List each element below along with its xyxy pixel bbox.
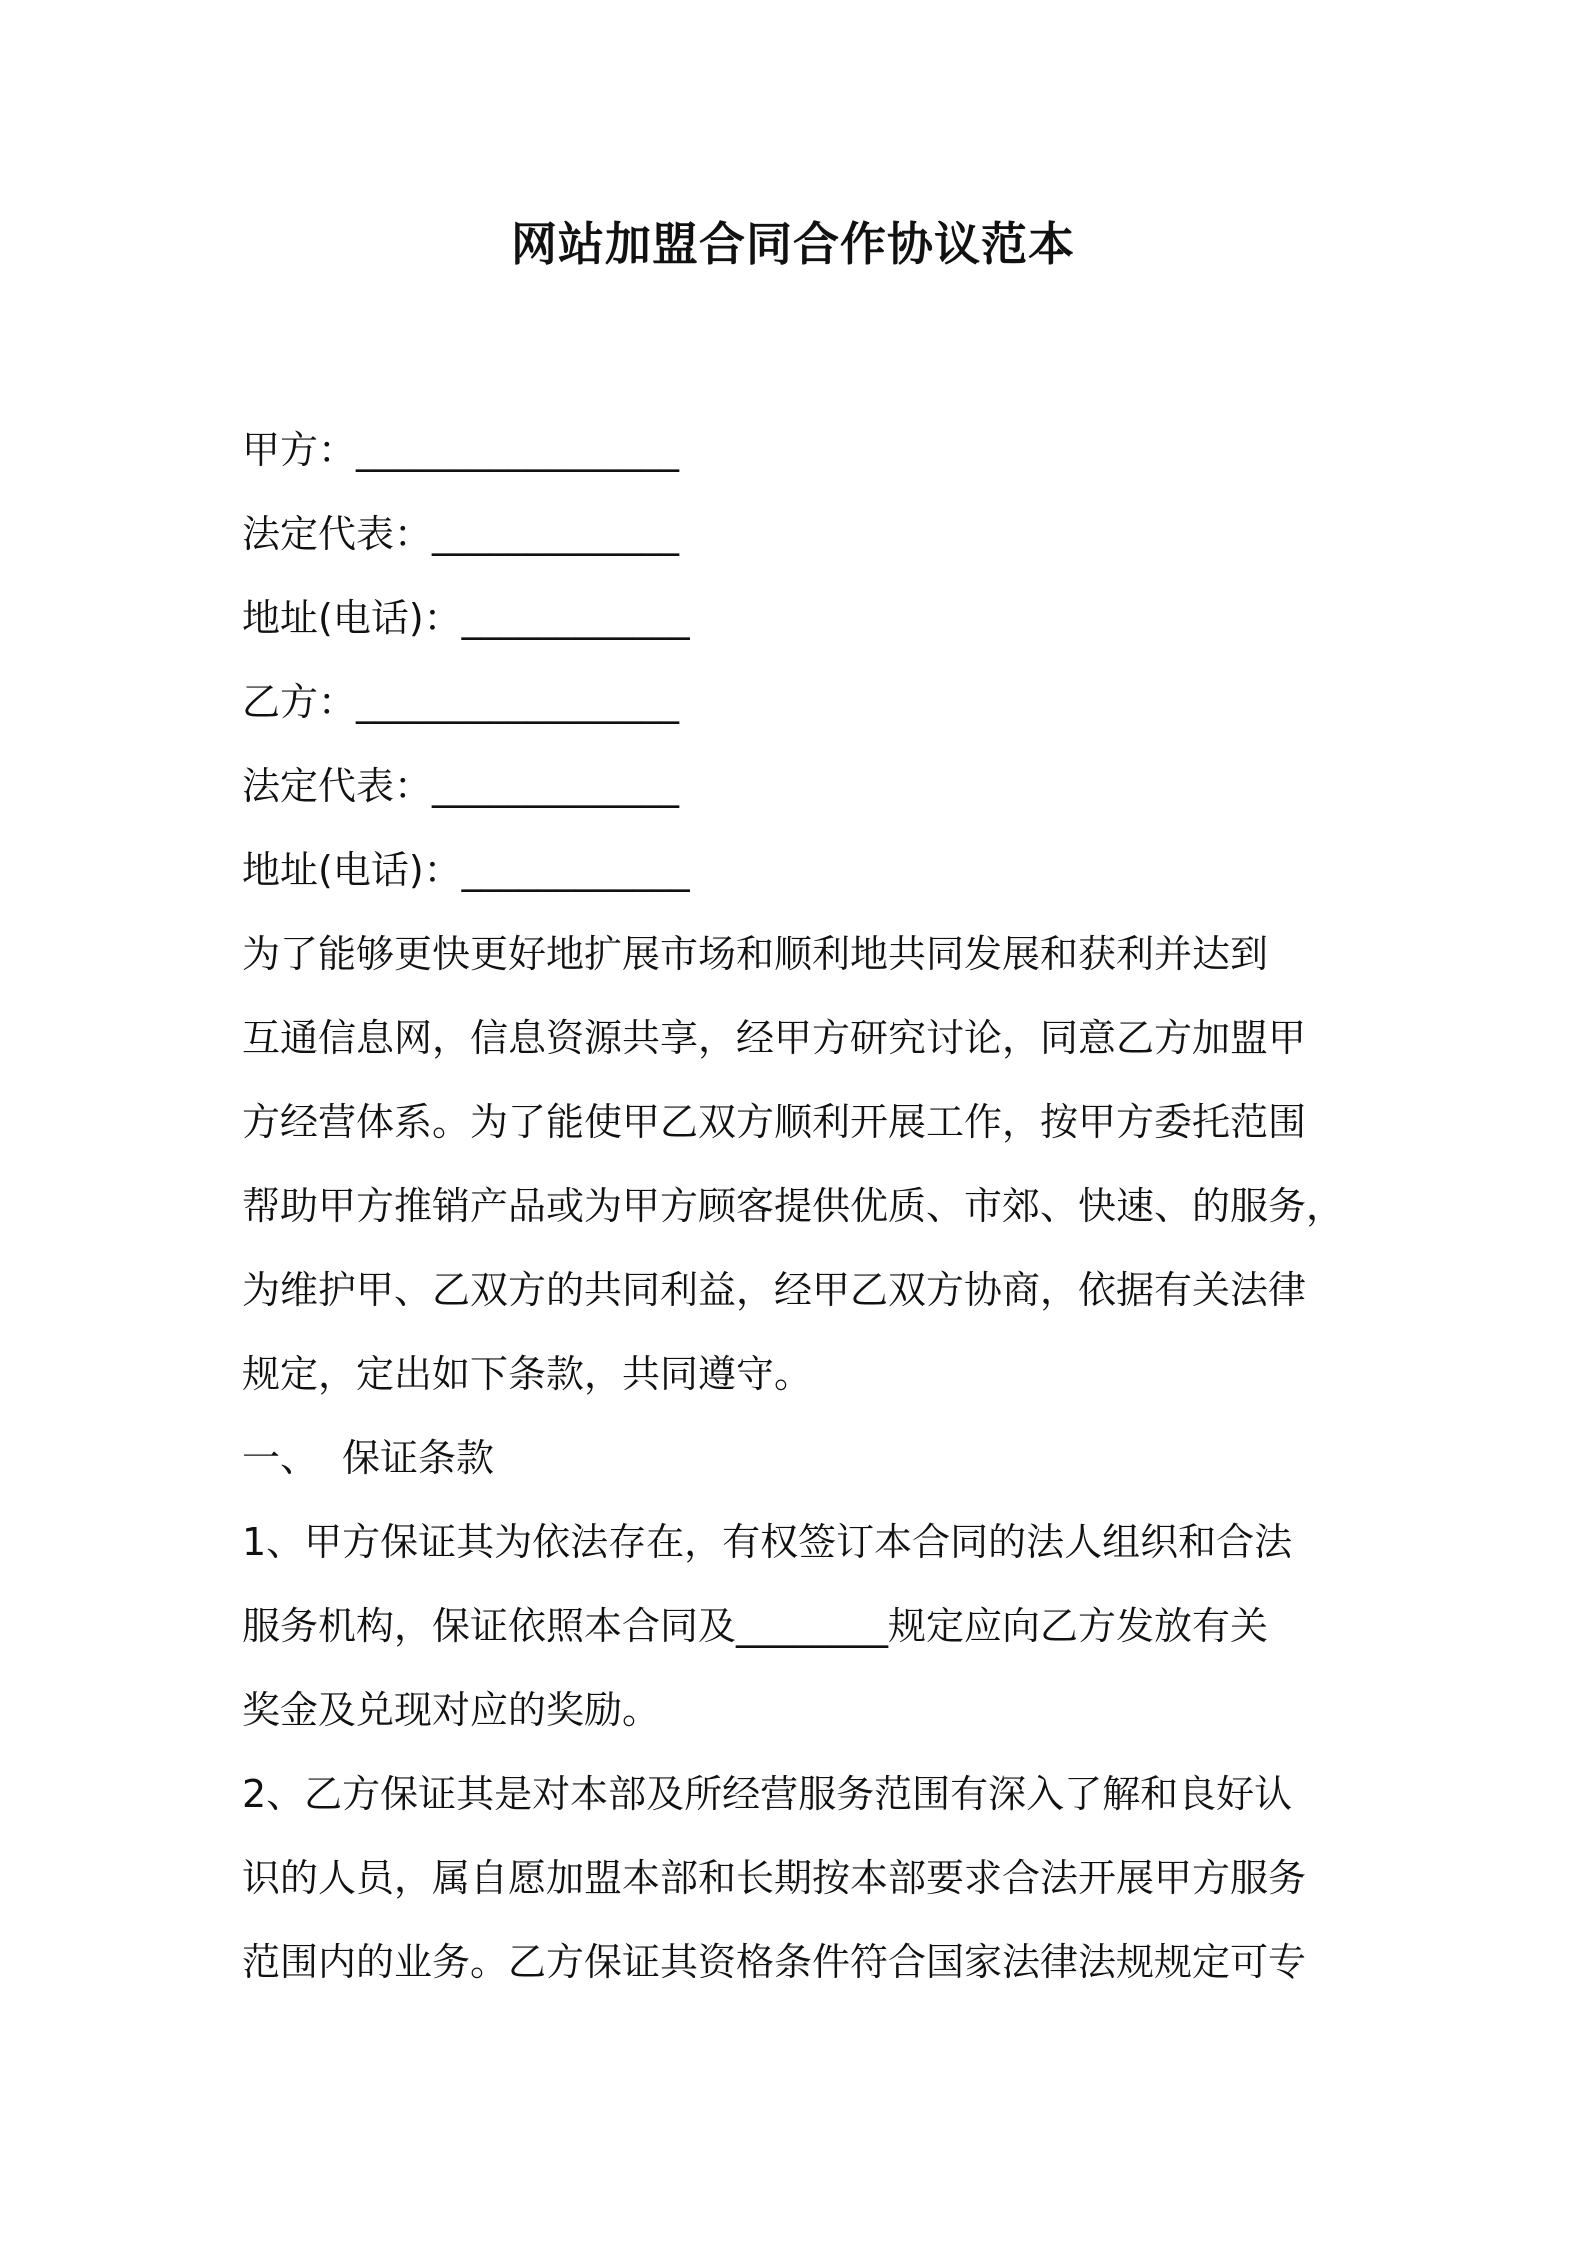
preamble-line: 互通信息网，信息资源共享，经甲方研究讨论，同意乙方加盟甲 [242,1016,1307,1060]
party-b-address-line [242,828,1352,912]
preamble-line: 为维护甲、乙双方的共同利益，经甲乙双方协商，依据有关法律 [242,1268,1307,1312]
clause-2-line: 2、乙方保证其是对本部及所经营服务范围有深入了解和良好认 [242,1772,1293,1816]
section-heading [242,1416,1352,1500]
party-b-line [242,660,1352,744]
document-body [242,408,1352,2004]
section-heading-text: 保证条款 [342,1436,495,1480]
party-b-representative-label: 法定代表： [242,764,433,808]
party-b-address-label: 地址(电话)： [242,848,462,892]
party-a-representative-label: 法定代表： [242,512,433,556]
preamble-line: 规定，定出如下条款，共同遵守。 [242,1352,813,1396]
preamble-line: 为了能够更快更好地扩展市场和顺利地共同发展和获利并达到 [242,932,1269,976]
party-a-representative-blank: _____________ [432,512,680,556]
preamble-line: 方经营体系。为了能使甲乙双方顺利开展工作，按甲方委托范围 [242,1100,1307,1144]
clause-2-line: 范围内的业务。乙方保证其资格条件符合国家法律法规规定可专 [242,1940,1307,1984]
party-b-address-blank: ____________ [461,848,690,892]
clause-1-line: 奖金及兑现对应的奖励。 [242,1688,661,1732]
party-b-representative-line [242,744,1352,828]
party-a-blank: _________________ [356,428,680,472]
party-a-representative-line [242,492,1352,576]
clause-2-line: 识的人员，属自愿加盟本部和长期按本部要求合法开展甲方服务 [242,1856,1307,1900]
party-b-label: 乙方： [242,680,357,724]
document-title: 网站加盟合同合作协议范本 [511,217,1075,271]
clause-1-line: 1、甲方保证其为依法存在，有权签订本合同的法人组织和合法 [242,1520,1293,1564]
party-a-label: 甲方： [242,428,357,472]
party-b-blank: _________________ [356,680,680,724]
section-number: 一、 [242,1436,319,1480]
party-a-address-label: 地址(电话)： [242,596,462,640]
party-a-line [242,408,1352,492]
party-a-address-blank: ____________ [461,596,690,640]
clause-1-line: 服务机构，保证依照本合同及________规定应向乙方发放有关 [242,1604,1269,1648]
party-a-address-line [242,576,1352,660]
party-b-representative-blank: _____________ [432,764,680,808]
preamble-line: 帮助甲方推销产品或为甲方顾客提供优质、市郊、快速、的服务， [242,1184,1345,1228]
